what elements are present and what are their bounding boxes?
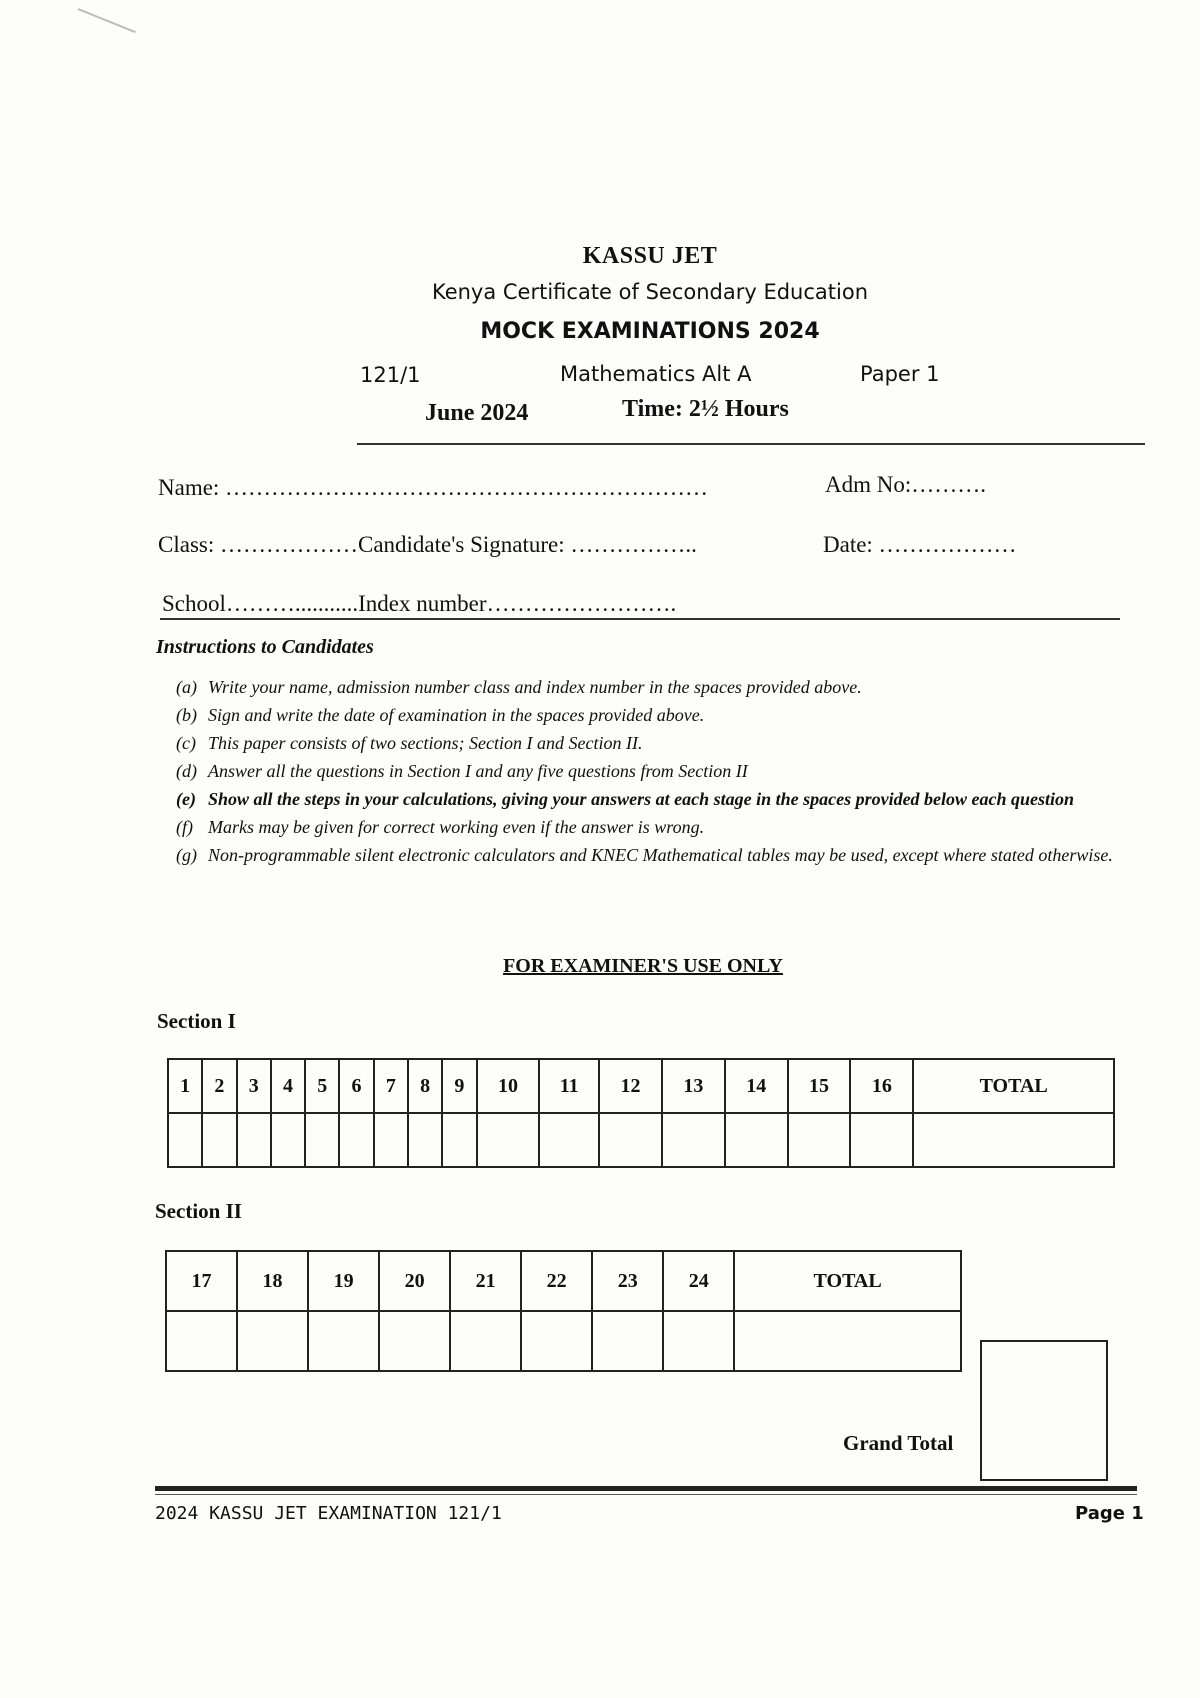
- score-cell[interactable]: [379, 1311, 450, 1371]
- fields-rule: [160, 618, 1120, 620]
- question-header: 23: [592, 1251, 663, 1311]
- organization-title: KASSU JET: [582, 243, 718, 269]
- grand-total-box[interactable]: [980, 1340, 1108, 1481]
- question-header: 3: [237, 1059, 271, 1113]
- instruction-item: [176, 816, 1136, 838]
- question-header: 20: [379, 1251, 450, 1311]
- score-cell[interactable]: [477, 1113, 540, 1167]
- question-header: 17: [166, 1251, 237, 1311]
- instruction-item: [176, 788, 1136, 810]
- question-header: 19: [308, 1251, 379, 1311]
- question-header: 16: [850, 1059, 913, 1113]
- question-header: 2: [202, 1059, 236, 1113]
- score-cell[interactable]: [202, 1113, 236, 1167]
- instruction-letter: (c): [176, 733, 196, 753]
- instruction-letter: (f): [176, 817, 193, 837]
- score-cell[interactable]: [663, 1311, 734, 1371]
- instruction-text: This paper consists of two sections; Section I and Section II.: [208, 733, 643, 753]
- question-header: 14: [725, 1059, 788, 1113]
- score-cell[interactable]: [539, 1113, 599, 1167]
- date-field[interactable]: Date: ………………: [823, 532, 1017, 557]
- question-header: 21: [450, 1251, 521, 1311]
- footer-exam-label: 2024 KASSU JET EXAMINATION 121/1: [155, 1503, 502, 1524]
- school-index-field[interactable]: School………...........Index number…………………….: [162, 591, 677, 616]
- score-cell[interactable]: [168, 1113, 202, 1167]
- exam-date: June 2024: [425, 400, 529, 426]
- question-header: 9: [442, 1059, 476, 1113]
- page-number: Page 1: [1075, 1503, 1144, 1524]
- instruction-letter: (b): [176, 705, 197, 725]
- paper-number: Paper 1: [860, 362, 940, 386]
- section-2-header-row: [166, 1251, 961, 1311]
- instruction-text: Non-programmable silent electronic calculators and KNEC Mathematical tables may be used, except where stated otherwise.: [208, 845, 1113, 865]
- header-rule: [357, 443, 1145, 445]
- score-cell[interactable]: [788, 1113, 851, 1167]
- score-cell[interactable]: [374, 1113, 408, 1167]
- adm-no-field[interactable]: Adm No:……….: [825, 472, 986, 497]
- question-header: 13: [662, 1059, 725, 1113]
- score-cell[interactable]: [339, 1113, 373, 1167]
- section-2-label: Section II: [155, 1199, 242, 1223]
- exam-time: Time: 2½ Hours: [622, 396, 789, 422]
- question-header: 12: [599, 1059, 662, 1113]
- footer-rule: [155, 1486, 1137, 1491]
- instruction-text: Answer all the questions in Section I and any five questions from Section II: [208, 761, 748, 781]
- score-cell[interactable]: [592, 1311, 663, 1371]
- class-signature-field[interactable]: Class: ………………Candidate's Signature: ……………..: [158, 532, 697, 557]
- score-cell[interactable]: [305, 1113, 339, 1167]
- question-header: 5: [305, 1059, 339, 1113]
- instructions-list: [176, 676, 1136, 872]
- score-cell[interactable]: [308, 1311, 379, 1371]
- total-header: TOTAL: [913, 1059, 1114, 1113]
- question-header: 7: [374, 1059, 408, 1113]
- instruction-text: Marks may be given for correct working even if the answer is wrong.: [208, 817, 705, 837]
- instruction-text: Write your name, admission number class and index number in the spaces provided above.: [208, 677, 862, 697]
- section-2-score-row: [166, 1311, 961, 1371]
- score-cell[interactable]: [237, 1113, 271, 1167]
- instruction-text: Sign and write the date of examination in the spaces provided above.: [208, 705, 705, 725]
- score-cell[interactable]: [725, 1113, 788, 1167]
- question-header: 15: [788, 1059, 851, 1113]
- question-header: 6: [339, 1059, 373, 1113]
- question-header: 24: [663, 1251, 734, 1311]
- instruction-letter: (e): [176, 789, 196, 809]
- grand-total-label: Grand Total: [843, 1431, 954, 1455]
- score-cell[interactable]: [237, 1311, 308, 1371]
- score-cell[interactable]: [599, 1113, 662, 1167]
- question-header: 11: [539, 1059, 599, 1113]
- section-1-score-row: [168, 1113, 1114, 1167]
- question-header: 22: [521, 1251, 592, 1311]
- instructions-title: Instructions to Candidates: [156, 636, 374, 658]
- certificate-title: Kenya Certificate of Secondary Education: [431, 280, 869, 304]
- score-cell[interactable]: [850, 1113, 913, 1167]
- question-header: 8: [408, 1059, 442, 1113]
- section-1-marks-table: [167, 1058, 1115, 1168]
- instruction-letter: (d): [176, 761, 197, 781]
- score-cell[interactable]: [450, 1311, 521, 1371]
- instruction-item: [176, 704, 1136, 726]
- total-cell[interactable]: [734, 1311, 961, 1371]
- score-cell[interactable]: [442, 1113, 476, 1167]
- question-header: 10: [477, 1059, 540, 1113]
- total-cell[interactable]: [913, 1113, 1114, 1167]
- exam-title: MOCK EXAMINATIONS 2024: [480, 319, 820, 344]
- score-cell[interactable]: [662, 1113, 725, 1167]
- scan-mark: [78, 8, 136, 33]
- examiner-title: FOR EXAMINER'S USE ONLY: [503, 955, 783, 977]
- section-1-label: Section I: [157, 1009, 236, 1033]
- instruction-text: Show all the steps in your calculations, giving your answers at each stage in the spaces provided below each question: [208, 789, 1075, 809]
- instruction-letter: (a): [176, 677, 197, 697]
- total-header: TOTAL: [734, 1251, 961, 1311]
- question-header: 18: [237, 1251, 308, 1311]
- instruction-letter: (g): [176, 845, 197, 865]
- section-1-header-row: [168, 1059, 1114, 1113]
- instruction-item: [176, 732, 1136, 754]
- section-2-marks-table: [165, 1250, 962, 1372]
- question-header: 4: [271, 1059, 305, 1113]
- paper-code: 121/1: [360, 363, 421, 387]
- name-field[interactable]: Name: ………………………………………………………: [158, 475, 709, 500]
- score-cell[interactable]: [408, 1113, 442, 1167]
- subject: Mathematics Alt A: [560, 362, 752, 386]
- score-cell[interactable]: [166, 1311, 237, 1371]
- instruction-item: [176, 844, 1136, 866]
- instruction-item: [176, 676, 1136, 698]
- score-cell[interactable]: [521, 1311, 592, 1371]
- score-cell[interactable]: [271, 1113, 305, 1167]
- question-header: 1: [168, 1059, 202, 1113]
- footer-rule-thin: [155, 1494, 1137, 1495]
- instruction-item: [176, 760, 1136, 782]
